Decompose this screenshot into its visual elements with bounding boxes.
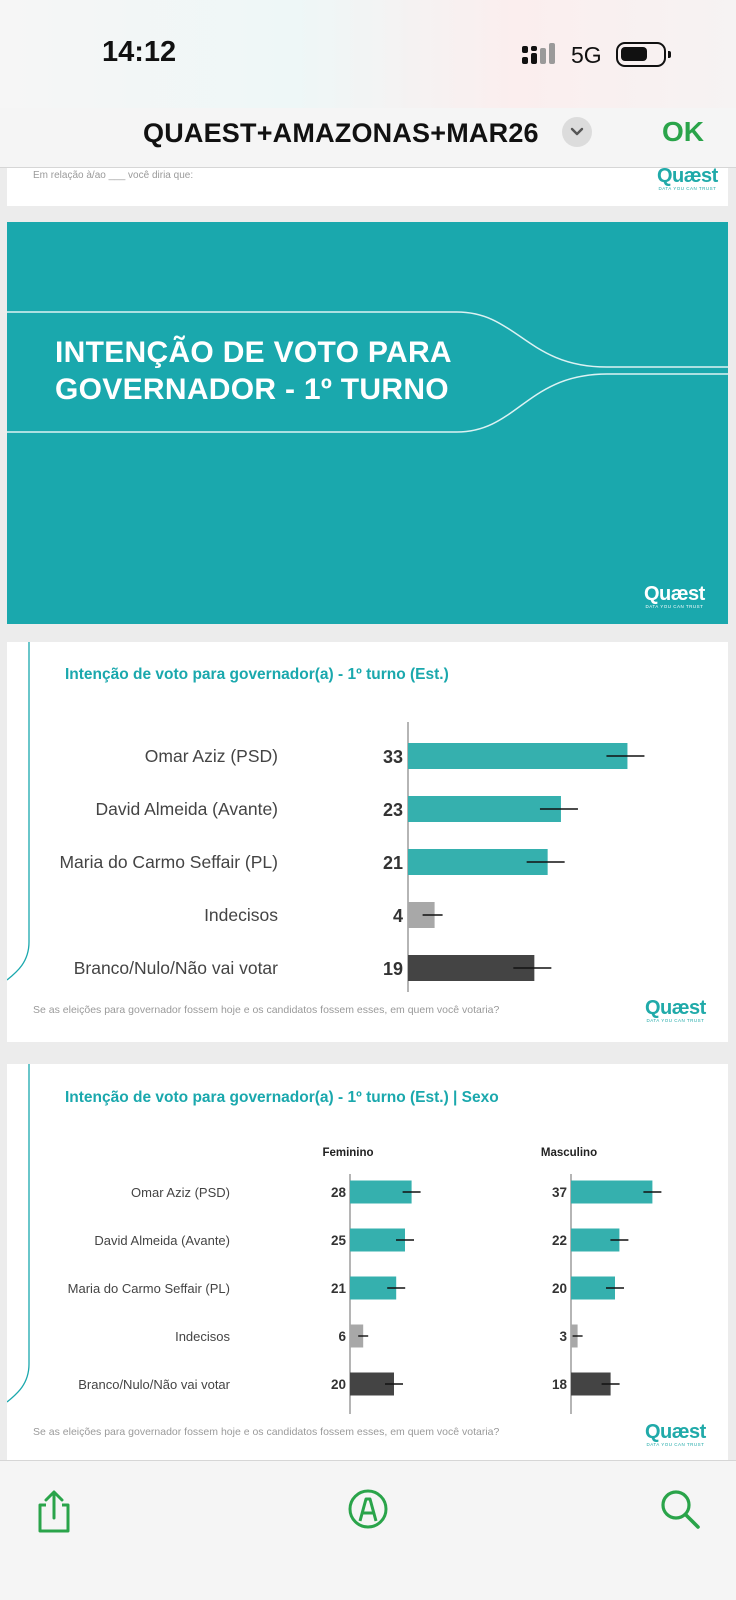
data-label: 20 xyxy=(330,1377,346,1392)
data-label: 33 xyxy=(382,747,403,767)
bar xyxy=(408,743,627,769)
category-label: Branco/Nulo/Não vai votar xyxy=(73,958,278,978)
category-label: Omar Aziz (PSD) xyxy=(144,746,278,766)
cover-decorative-lines xyxy=(7,222,728,624)
document-title[interactable]: QUAEST+AMAZONAS+MAR26 xyxy=(143,118,539,148)
chevron-down-icon xyxy=(569,125,585,139)
data-label: 19 xyxy=(382,959,403,979)
battery-icon xyxy=(616,42,666,67)
bar xyxy=(571,1181,652,1204)
document-viewer[interactable] xyxy=(0,168,736,1460)
previous-slide xyxy=(7,168,728,206)
status-bar xyxy=(0,0,736,108)
data-label: 18 xyxy=(551,1377,567,1392)
data-label: 4 xyxy=(392,906,403,926)
category-label: Maria do Carmo Seffair (PL) xyxy=(59,852,278,872)
data-label: 22 xyxy=(551,1233,567,1248)
data-label: 28 xyxy=(330,1185,346,1200)
data-label: 6 xyxy=(338,1329,346,1344)
category-label: Indecisos xyxy=(204,905,278,925)
chart-footnote: Se as eleições para governador fossem hoje e os candidatos fossem esses, em quem você votaria? xyxy=(33,1004,500,1016)
bottom-toolbar xyxy=(0,1460,736,1600)
category-label: David Almeida (Avante) xyxy=(94,1233,230,1248)
quaest-logo: Quæst DATA YOU CAN TRUST xyxy=(645,997,706,1023)
search-icon[interactable] xyxy=(656,1485,704,1533)
bar-chart-total xyxy=(7,642,728,1042)
bar xyxy=(350,1181,412,1204)
ok-button[interactable]: OK xyxy=(662,116,704,147)
title-dropdown-button[interactable] xyxy=(562,117,592,147)
markup-icon[interactable] xyxy=(344,1485,392,1533)
data-label: 21 xyxy=(330,1281,346,1296)
series-label: Masculino xyxy=(540,1147,598,1159)
chart-title: Intenção de voto para governador(a) - 1º turno (Est.) | Sexo xyxy=(65,1089,499,1106)
quaest-logo: Quæst DATA YOU CAN TRUST xyxy=(644,583,705,609)
section-cover-slide xyxy=(7,222,728,624)
share-icon[interactable] xyxy=(30,1487,78,1535)
series-label: Feminino xyxy=(322,1147,374,1159)
bar xyxy=(408,796,561,822)
document-titlebar xyxy=(0,108,736,168)
data-label: 3 xyxy=(559,1329,567,1344)
quaest-logo: Quæst DATA YOU CAN TRUST xyxy=(645,1421,706,1447)
data-label: 20 xyxy=(551,1281,567,1296)
bar-chart-by-sex xyxy=(7,1064,728,1460)
chart-title: Intenção de voto para governador(a) - 1º turno (Est.) xyxy=(65,666,449,683)
category-label: Maria do Carmo Seffair (PL) xyxy=(67,1281,230,1296)
chart-slide-total xyxy=(7,642,728,1042)
cellular-signal-icon xyxy=(522,42,562,66)
data-label: 37 xyxy=(551,1185,567,1200)
category-label: David Almeida (Avante) xyxy=(95,799,278,819)
previous-slide-question: Em relação à/ao ___ você diria que: xyxy=(33,170,194,181)
data-label: 21 xyxy=(382,853,403,873)
category-label: Omar Aziz (PSD) xyxy=(131,1185,230,1200)
cover-title: INTENÇÃO DE VOTO PARA GOVERNADOR - 1º TURNO xyxy=(55,336,452,406)
network-type: 5G xyxy=(571,42,602,68)
category-label: Branco/Nulo/Não vai votar xyxy=(78,1377,230,1392)
category-label: Indecisos xyxy=(175,1329,230,1344)
chart-footnote: Se as eleições para governador fossem hoje e os candidatos fossem esses, em quem você votaria? xyxy=(33,1426,500,1438)
data-label: 23 xyxy=(382,800,403,820)
data-label: 25 xyxy=(330,1233,346,1248)
status-time: 14:12 xyxy=(102,36,177,68)
quaest-logo: Quæst DATA YOU CAN TRUST xyxy=(657,168,718,191)
chart-slide-by-sex xyxy=(7,1064,728,1460)
